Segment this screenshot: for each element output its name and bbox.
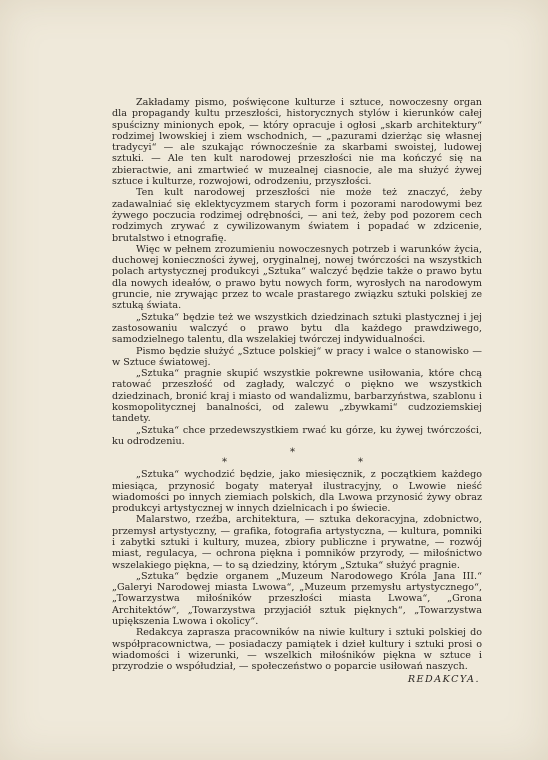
- paragraph: „Sztuka“ chce przedewszystkiem rwać ku górze, ku żywej twórczości, ku odrodzeniu.: [112, 424, 482, 447]
- paragraph: „Sztuka“ będzie też we wszystkich dziedzinach sztuki plastycznej i jej zastosowaniu walczyć o prawo bytu dla każdego prawdziwego, samodzielnego talentu, dla wszelakiej twórczej indywidualności.: [112, 311, 482, 346]
- manifesto-text: [112, 97, 482, 685]
- paragraph: „Sztuka“ pragnie skupić wszystkie pokrewne usiłowania, które chcą ratować przeszłość od zagłady, walczyć o piękno we wszystkich dziedzinach, bronić kraj i miasto od wandalizmu, barbarzyństwa, szablonu i kosmopolitycznej banalności, od zalewu „zbywkami“ cudzoziemskiej tandety.: [112, 368, 482, 425]
- section-separator: [112, 447, 482, 469]
- editorial-signature: REDAKCYA.: [407, 673, 480, 685]
- star-ornament: *: [290, 447, 295, 459]
- paragraph: „Sztuka“ wychodzić będzie, jako miesięcznik, z początkiem każdego miesiąca, przynosić bogaty materyał ilustracyjny, o Lwowie nieść wiadomości po innych ziemiach polskich, dla Lwowa przynosić żywy obraz produkcyi artystycznej w innych dzielnicach i po świecie.: [112, 469, 482, 515]
- star-ornament: *: [358, 457, 363, 469]
- paragraph: Pismo będzie służyć „Sztuce polskiej“ w pracy i walce o stanowisko — w Sztuce światowej.: [112, 345, 482, 368]
- paragraph: Ten kult narodowej przeszłości nie może też znaczyć, żeby zadawalniać się eklektycyzmem starych form i pozorami narodowymi bez żywego poczucia rodzimej odrębności, — ani też, żeby pod pozorem cech rodzimych zrywać z cywilizowanym światem i popadać w zdzicenie, brutalstwo i etnografię.: [112, 187, 482, 244]
- paragraph: Więc w pełnem zrozumieniu nowoczesnych potrzeb i warunków życia, duchowej konieczności żywej, oryginalnej, nowej twórczości na wszystkich polach artystycznej produkcyi „Sztuka“ walczyć będzie także o prawo bytu dla nowych ideałów, o prawo bytu nowych form, wyrosłych na narodowym gruncie, nie zrywając przez to wcale prastarego związku sztuki polskiej ze sztuką świata.: [112, 243, 482, 312]
- paragraph: „Sztuka“ będzie organem „Muzeum Narodowego Króla Jana III.“ „Galeryi Narodowej miasta Lwowa“, „Muzeum przemysłu artystycznego“, „Towarzystwa miłośników przeszłości miasta Lwowa“, „Grona Architektów“, „Towarzystwa przyjaciół sztuk pięknych“, „Towarzystwa upiększenia Lwowa i okolicy“.: [112, 570, 482, 628]
- paragraph: Malarstwo, rzeźba, architektura, — sztuka dekoracyjna, zdobnictwo, przemysł artystyczny, — grafika, fotografia artystyczna, — kultura, pomniki i zabytki sztuki i kultury, muzea, zbiory publiczne i prywatne, — rozwój miast, regulacya, — ochrona piękna i pomników przyrody, — miłośnictwo wszelakiego piękna, — to są dziedziny, którym „Sztuka“ służyć pragnie.: [112, 514, 482, 571]
- star-ornament: *: [222, 457, 227, 469]
- paragraph: Zakładamy pismo, poświęcone kulturze i sztuce, nowoczesny organ dla propagandy kultu przeszłości, historycznych stylów i kierunków całej spuścizny minionych epok, — który opracuje i ogłosi „skarb architektury“ rodzimej lwowskiej i ziem wschodnich, — „pazurami dzierżąc się własnej tradycyi“ — ale szukając równocześnie za skarbami swoistej, ludowej sztuki. — Ale ten kult narodowej przeszłości nie ma kończyć się na zbieractwie, ani zmartwieć w muzealnej ciasnocie, ale ma służyć żywej sztuce i kulturze, rozwojowi, odrodzeniu, przyszłości.: [112, 97, 482, 188]
- paragraph: Redakcya zaprasza pracowników na niwie kultury i sztuki polskiej do współpracownictwa, — posiadaczy pamiątek i dzieł kultury i sztuki prosi o wiadomości i wizerunki, — wszelkich miłośników piękna w sztuce i przyrodzie o współudział, — społeczeństwo o poparcie usiłowań naszych.: [112, 627, 482, 673]
